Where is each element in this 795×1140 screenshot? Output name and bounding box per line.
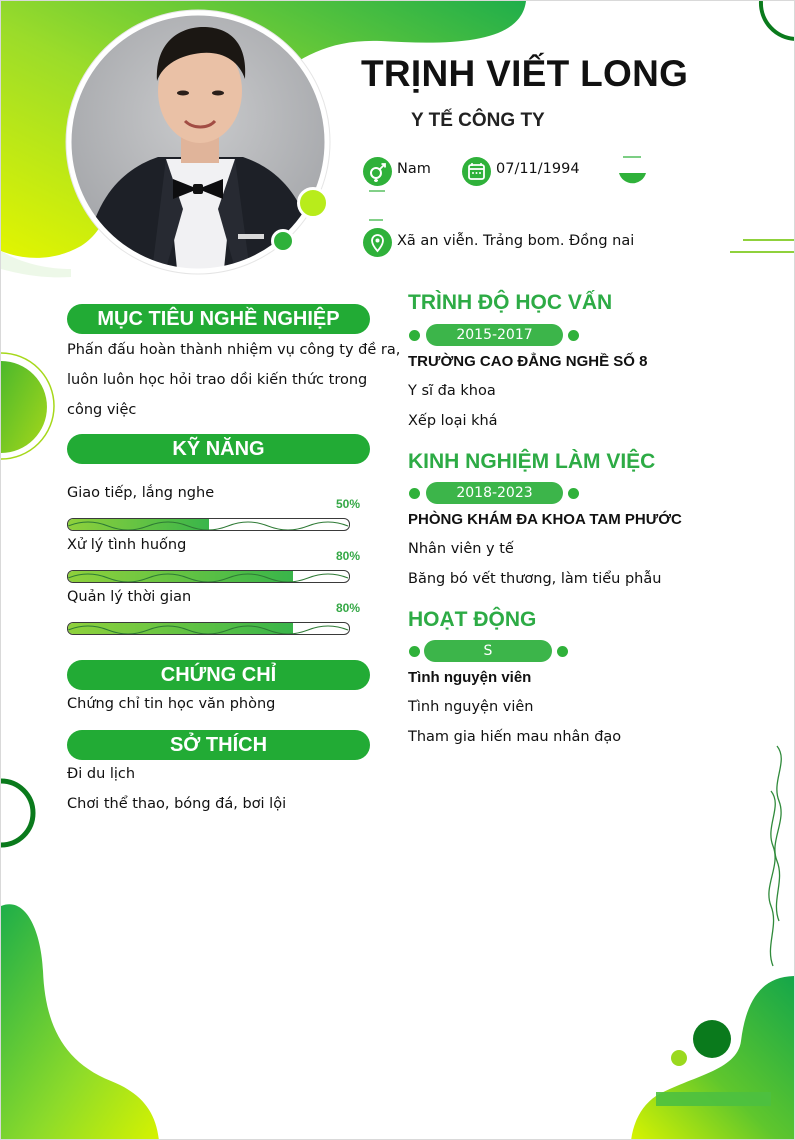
activities-period: S [424, 640, 552, 662]
experience-period: 2018-2023 [426, 482, 563, 504]
skill-progress-bar [67, 518, 350, 531]
left-ring [1, 781, 33, 845]
birthdate-value: 07/11/1994 [496, 161, 580, 177]
section-title-certificates: CHỨNG CHỈ [67, 660, 370, 690]
hobby-item: Đi du lịch [67, 766, 136, 782]
objective-line: công việc [67, 402, 137, 418]
section-title-skills: KỸ NĂNG [67, 434, 370, 464]
location-pin-icon [363, 228, 392, 257]
objective-text [67, 335, 400, 425]
section-title-education: TRÌNH ĐỘ HỌC VẤN [408, 291, 613, 314]
activities-detail: Tình nguyện viên [408, 699, 534, 715]
bottom-left-blob [1, 904, 159, 1140]
section-title-hobbies: SỞ THÍCH [67, 730, 370, 760]
skill-percent: 80% [336, 549, 361, 563]
timeline-dot [409, 330, 420, 341]
gender-icon [363, 157, 392, 186]
section-title-activities: HOẠT ĐỘNG [408, 608, 537, 631]
skill-label: Xử lý tình huống [67, 537, 187, 553]
bottom-dark-circle [693, 1020, 731, 1058]
experience-detail: Nhân viên y tế [408, 541, 514, 557]
activities-detail: Tham gia hiến mau nhân đạo [408, 729, 622, 745]
timeline-dot [568, 330, 579, 341]
education-detail: Xếp loại khá [408, 413, 498, 429]
skill-label: Giao tiếp, lắng nghe [67, 485, 215, 501]
education-detail: Y sĩ đa khoa [408, 383, 496, 399]
bottom-right-blob [631, 976, 795, 1140]
gender-value: Nam [397, 161, 431, 177]
accent-half-circle [619, 173, 646, 183]
top-right-ring [761, 1, 795, 39]
timeline-dot [409, 488, 420, 499]
skill-progress-bar [67, 570, 350, 583]
avatar-accent-dot-small [271, 229, 295, 253]
timeline-dot [409, 646, 420, 657]
experience-detail: Băng bó vết thương, làm tiểu phẫu [408, 571, 662, 587]
hobby-item: Chơi thể thao, bóng đá, bơi lội [67, 796, 287, 812]
right-wavy-lines [775, 746, 781, 921]
education-school: TRƯỜNG CAO ĐẲNG NGHỀ SỐ 8 [408, 353, 648, 370]
timeline-dot [557, 646, 568, 657]
experience-company: PHÒNG KHÁM ĐA KHOA TAM PHƯỚC [408, 511, 682, 528]
section-title-experience: KINH NGHIỆM LÀM VIỆC [408, 450, 656, 473]
objective-line: Phấn đấu hoàn thành nhiệm vụ công ty đề ra, [67, 342, 401, 358]
calendar-icon [462, 157, 491, 186]
avatar-accent-dot-large [297, 187, 329, 219]
objective-line: luôn luôn học hỏi trao dồi kiến thức trong [67, 372, 368, 388]
left-accent-circle [1, 361, 47, 453]
job-title: Y TẾ CÔNG TY [411, 110, 545, 131]
skill-percent: 80% [336, 601, 361, 615]
timeline-dot [568, 488, 579, 499]
certificate-item: Chứng chỉ tin học văn phòng [67, 696, 276, 712]
section-title-objective: MỤC TIÊU NGHỀ NGHIỆP [67, 304, 370, 334]
education-period: 2015-2017 [426, 324, 563, 346]
activities-role: Tình nguyện viên [408, 669, 532, 686]
skill-percent: 50% [336, 497, 361, 511]
skill-progress-bar [67, 622, 350, 635]
skill-label: Quản lý thời gian [67, 589, 192, 605]
candidate-name: TRỊNH VIẾT LONG [361, 53, 689, 94]
address-value: Xã an viễn. Trảng bom. Đồng nai [397, 233, 635, 249]
